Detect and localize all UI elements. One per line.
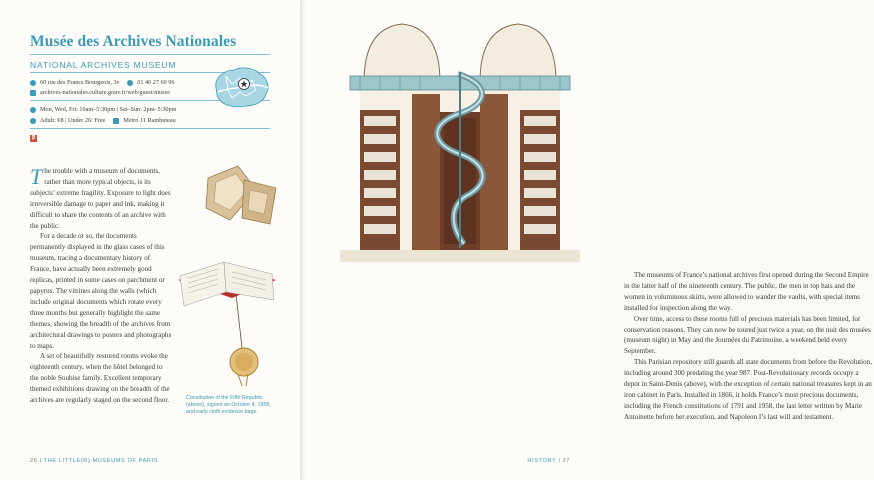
right-paragraph-2: Over time, access to these rooms full of precious materials has been limited, for conservation reasons. They can now be toured just twice a year, on the nuit des musées (museum night) in May and the Journées du Patrimoine, a weekend held every September.	[624, 314, 871, 356]
section-name: HISTORY	[527, 458, 557, 464]
accessibility-badge: ₿	[31, 135, 36, 141]
hours: Mon, Wed, Fri: 10am–5:30pm | Sat–Sun: 2pm–5:30pm	[40, 106, 177, 113]
title-rule	[30, 54, 270, 55]
metro-icon	[113, 118, 119, 124]
museum-subtitle: NATIONAL ARCHIVES MUSEUM	[30, 60, 177, 70]
right-page	[300, 0, 872, 480]
hours-line	[30, 106, 176, 113]
right-page-number: 27	[562, 458, 570, 464]
phone-icon	[127, 80, 133, 86]
metro: Metro 11 Rambuteau	[123, 117, 176, 124]
address-line	[30, 79, 174, 86]
archives-vault-illustration	[340, 14, 580, 262]
website-line	[30, 89, 170, 96]
illustration-caption: Constitution of the Fifth Republic (above), signed on October 4, 1958, and early cloth evidence bags.	[186, 395, 271, 415]
drop-cap: T	[30, 164, 43, 189]
left-paragraph-2: For a decade or so, the documents permanently displayed in the glass cases of this museum, tracing a documentary history of France, have actually been extremely good replicas, printed in some cases on parchment or papyrus. The vitrines along the walls (which include original documents which rotate every three months but generally highlight the same themes, showing the breadth of the archives from architectural drawings to posters and photographs to maps.	[30, 232, 172, 350]
left-page	[0, 0, 300, 480]
right-footer: HISTORY | 27	[527, 458, 570, 464]
right-paragraph-1: The museums of France’s national archives first opened during the Second Empire in the latter half of the nineteenth century. The public, the men in top hats and the women in voluminous skirts, were allowed to wander the vaults, with special items installed for inspection along the way.	[624, 271, 869, 312]
euro-icon	[30, 118, 36, 124]
right-body-text	[624, 270, 874, 423]
clock-icon	[30, 107, 36, 113]
website[interactable]: archives-nationales.culture.gouv.fr/web/guest/musee	[40, 89, 171, 96]
constitution-illustration	[172, 250, 284, 390]
location-pin-icon	[30, 80, 36, 86]
admission: Adult: €8 | Under 26: Free	[40, 117, 106, 124]
left-body-text	[30, 166, 172, 406]
info-rule-bottom	[30, 128, 270, 129]
admission-line	[30, 117, 176, 124]
left-footer: 26 | THE LITTLE(R) MUSEUMS OF PARIS	[30, 458, 158, 464]
right-paragraph-3: This Parisian repository still guards all state documents from before the Revolution, including around 300 predating the year 987. Post-Revolutionary records occupy a depot in Saint-Denis (above), with the exception of certain national treasures kept in an iron cabinet in Paris. Installed in 1866, it holds France’s most precious documents, including the French constitutions of 1791 and 1958, the last letter written by Marie Antoinette before her execution, and Napoleon I’s last will and testament.	[624, 358, 872, 421]
left-paragraph-1: he trouble with a museum of documents, rather than more typical objects, is its subjects’ extreme fragility. Exposure to light does irreversible damage to paper and ink, making it difficult to share the contents of an archive with the public.	[30, 167, 171, 230]
left-paragraph-3: A set of beautifully restored rooms evoke the eighteenth century, when the hôtel belonged to the noble Soubise family. Excellent temporary themed exhibitions drawing on the breadth of the archives are regularly staged on the second floor.	[30, 352, 170, 405]
museum-title: Musée des Archives Nationales	[30, 33, 237, 50]
left-page-number: 26	[30, 458, 38, 464]
evidence-bags-illustration	[198, 160, 288, 240]
phone: 01 40 27 60 96	[137, 79, 175, 86]
computer-icon	[30, 90, 36, 96]
paris-map-icon	[210, 64, 272, 110]
address: 60 rue des Francs Bourgeois, 3e	[40, 79, 120, 86]
book-title: THE LITTLE(R) MUSEUMS OF PARIS	[43, 458, 158, 464]
